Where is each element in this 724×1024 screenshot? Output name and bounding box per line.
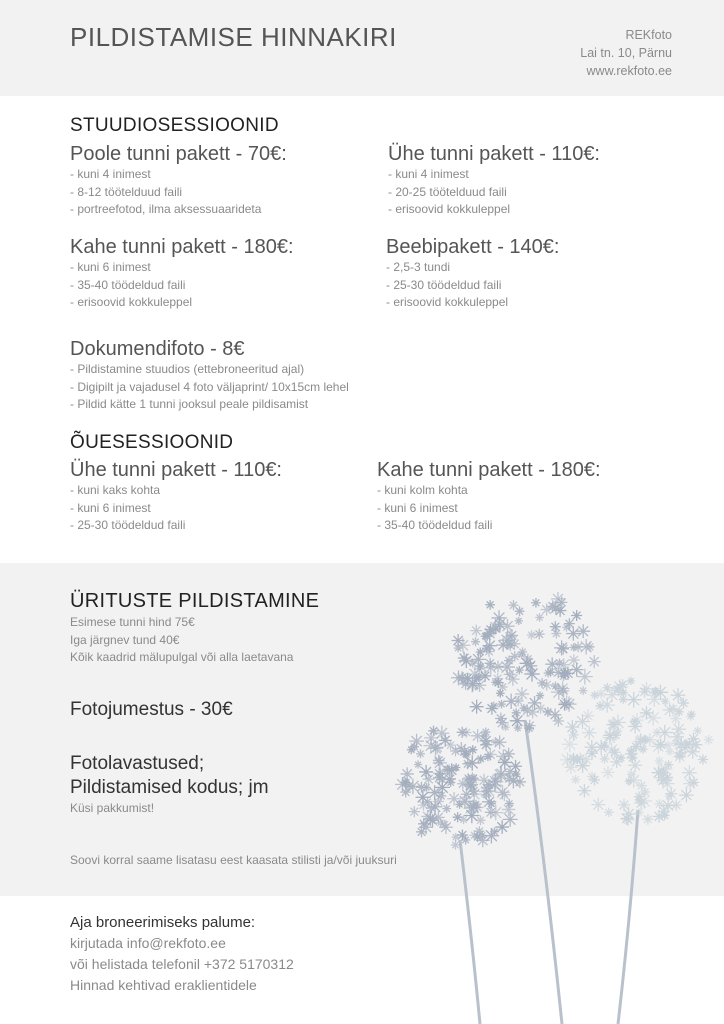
package-item: - erisoovid kokkuleppel — [386, 295, 509, 309]
flower-heads — [395, 592, 714, 850]
package-item: - Pildistamine stuudios (ettebroneeritud ajal) — [70, 362, 305, 376]
events-details — [70, 614, 293, 667]
package-item: - kuni 6 inimest — [70, 260, 151, 274]
package-title: Ühe tunni pakett - 110€: — [70, 459, 282, 481]
package-item: - 2,5-3 tundi — [386, 260, 451, 274]
booking-disclaimer-line: Hinnad kehtivad eraklientidele — [70, 977, 257, 993]
package-title: Beebipakett - 140€: — [386, 236, 560, 258]
studio-package-baby — [386, 235, 559, 312]
package-item: - erisoovid kokkuleppel — [388, 202, 511, 216]
package-title: Kahe tunni pakett - 180€: — [70, 236, 294, 258]
package-item: - kuni 6 inimest — [70, 500, 151, 515]
package-item: - kuni kolm kohta — [377, 483, 468, 497]
stylist-note: Soovi korral saame lisatasu eest kaasata stilisti ja/või juuksuri — [70, 853, 397, 867]
ask-offer-text: Küsi pakkumist! — [70, 801, 155, 815]
events-line: Esimese tunni hind 75€ — [70, 615, 195, 629]
studio-package-one-hour — [388, 142, 600, 219]
package-item: - 20-25 töötelduud faili — [388, 184, 507, 199]
dandelion-illustration — [380, 560, 724, 1024]
booking-phone-line: või helistada telefonil +372 5170312 — [70, 956, 294, 972]
fotojumestus-price: Fotojumestus - 30€ — [70, 699, 233, 720]
package-title: Poole tunni pakett - 70€: — [70, 143, 287, 165]
other-services-line2: Pildistamised kodus; jm — [70, 777, 269, 798]
package-item: - kuni 4 inimest — [388, 167, 469, 181]
contact-block — [580, 26, 672, 80]
package-item: - 35-40 töödeldud faili — [70, 277, 186, 292]
studio-package-document-photo — [70, 337, 349, 414]
flower-stem — [525, 720, 562, 1024]
package-item: - portreefotod, ilma aksessuaarideta — [70, 202, 262, 216]
package-item: - erisoovid kokkuleppel — [70, 295, 193, 309]
company-address: Lai tn. 10, Pärnu — [580, 46, 672, 60]
package-item: - kuni 6 inimest — [377, 500, 458, 515]
package-item: - 25-30 töödeldud faili — [386, 277, 502, 292]
outdoor-package-one-hour — [70, 458, 282, 535]
package-item: - kuni kaks kohta — [70, 483, 161, 497]
flower-head — [560, 677, 714, 826]
booking-heading: Aja broneerimiseks palume: — [70, 914, 256, 931]
flower-stem — [460, 840, 480, 1024]
studio-heading: STUUDIOSESSIOONID — [70, 115, 279, 136]
package-item: - kuni 4 inimest — [70, 167, 151, 181]
outdoor-package-two-hour — [377, 458, 601, 535]
flower-stem — [618, 810, 638, 1024]
flower-head — [395, 726, 526, 850]
package-item: - Digipilt ja vajadusel 4 foto väljaprint/ 10x15cm lehel — [70, 379, 349, 394]
package-item: - 25-30 töödeldud faili — [70, 518, 186, 532]
package-item: - 8-12 töötelduud faili — [70, 184, 183, 199]
flower-stems — [460, 720, 638, 1024]
package-title: Ühe tunni pakett - 110€: — [388, 143, 600, 165]
events-heading: ÜRITUSTE PILDISTAMINE — [70, 590, 320, 612]
booking-email-line: kirjutada info@rekfoto.ee — [70, 935, 226, 951]
booking-block — [70, 912, 294, 996]
page-title: PILDISTAMISE HINNAKIRI — [70, 22, 397, 52]
events-line: Kõik kaadrid mälupulgal või alla laetavana — [70, 650, 294, 664]
studio-package-two-hour — [70, 235, 294, 312]
package-title: Kahe tunni pakett - 180€: — [377, 459, 601, 481]
flower-head — [451, 592, 601, 733]
outdoor-heading: ÕUESESSIOONID — [70, 432, 234, 453]
events-line: Iga järgnev tund 40€ — [70, 632, 180, 647]
package-item: - 35-40 töödeldud faili — [377, 518, 493, 532]
company-website: www.rekfoto.ee — [586, 64, 672, 78]
package-item: - Pildid kätte 1 tunni jooksul peale pildisamist — [70, 397, 309, 411]
company-name: REKfoto — [625, 28, 672, 42]
package-title: Dokumendifoto - 8€ — [70, 338, 245, 360]
studio-package-half-hour — [70, 142, 287, 219]
other-services-line1: Fotolavastused; — [70, 753, 205, 774]
